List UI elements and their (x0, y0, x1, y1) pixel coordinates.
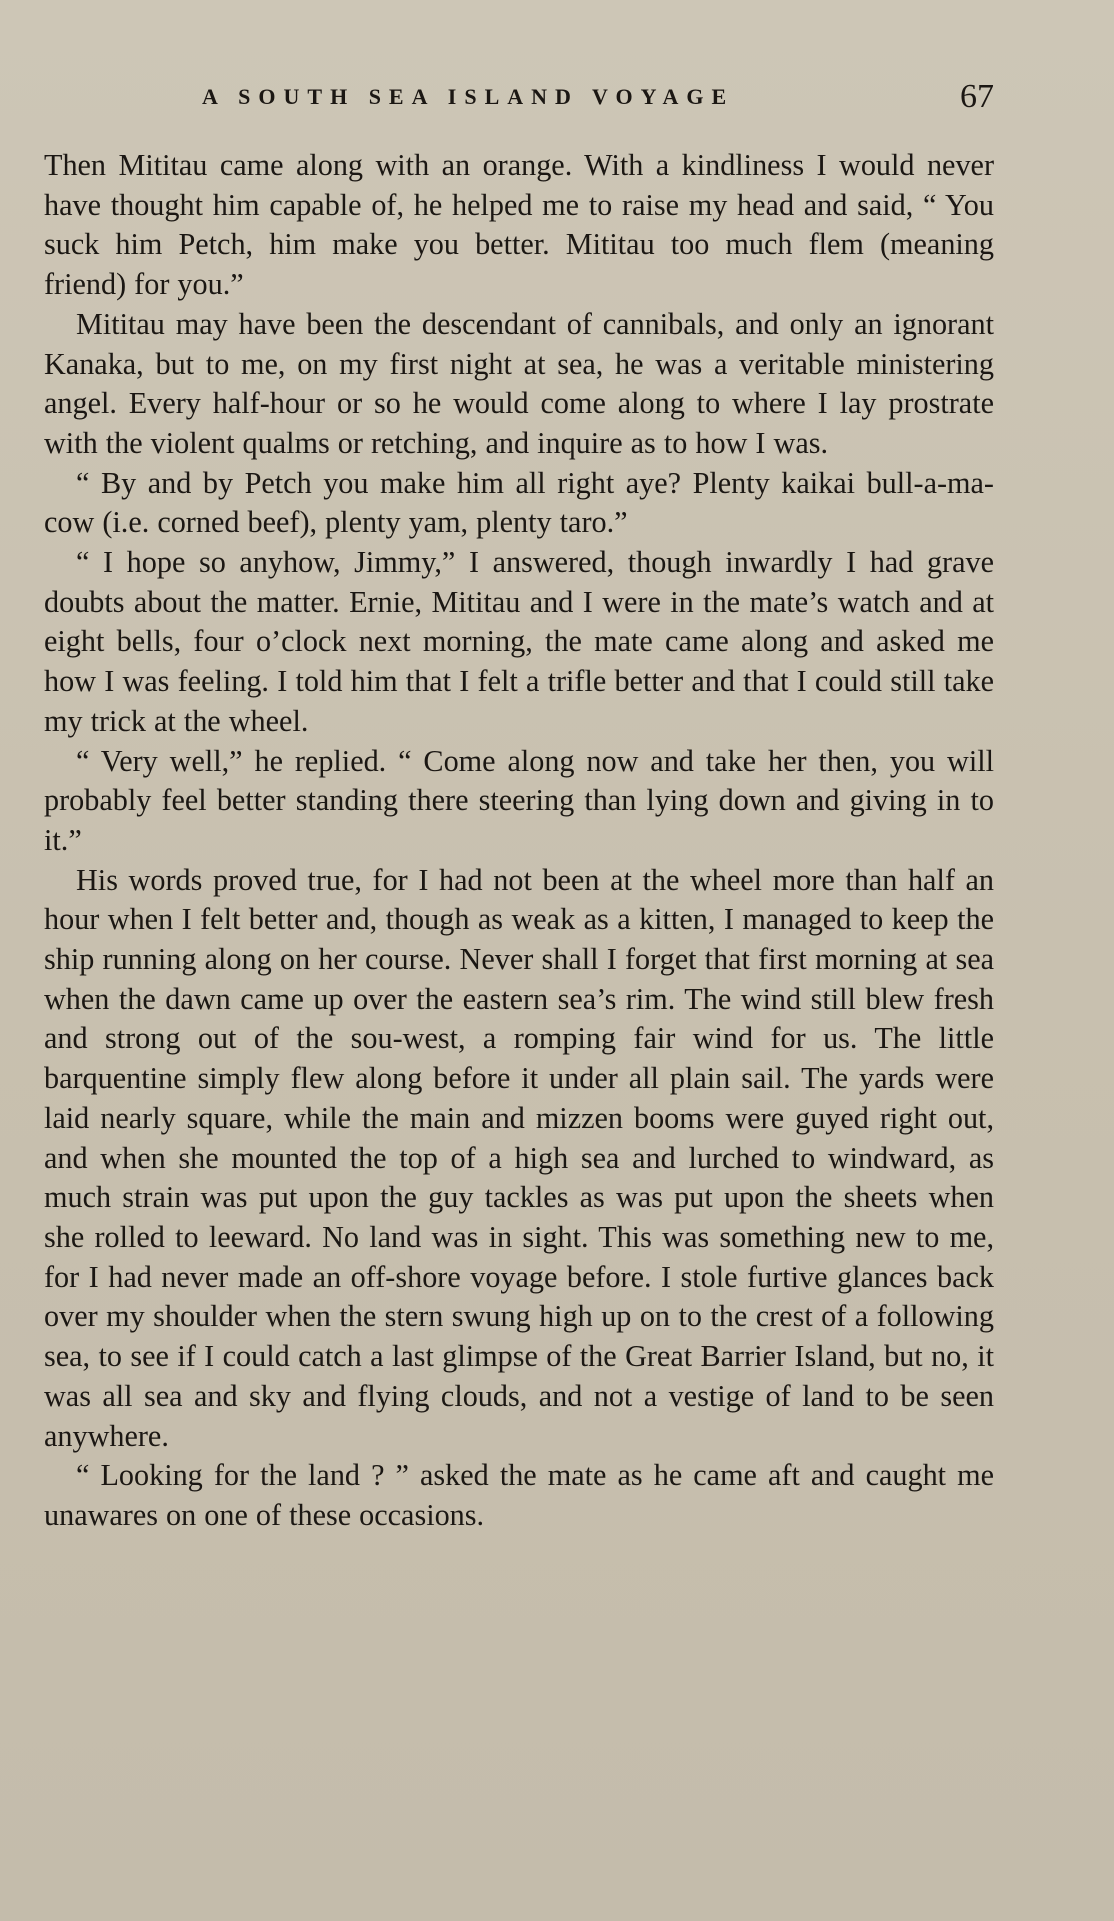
running-head-title: A SOUTH SEA ISLAND VOYAGE (202, 84, 735, 109)
paragraph: Mititau may have been the descendant of cannibals, and only an ignorant Kanaka, but to me, on my first night at sea, he was a veritable ministering angel. Every half-hour or so he would come along to where I lay prostrate with the violent qualms or retching, and inquire as to how I was. (44, 306, 994, 460)
paragraph: “ Looking for the land ? ” asked the mate as he came aft and caught me unawares on one of these occasions. (44, 1458, 994, 1532)
page-number: 67 (960, 78, 994, 115)
running-head (44, 78, 994, 122)
paragraph: “ By and by Petch you make him all right aye? Plenty kaikai bull-a-ma-cow (i.e. corned beef), plenty yam, plenty taro.” (44, 465, 994, 540)
paragraph: Then Mititau came along with an orange. With a kindliness I would never have thought him capable of, he helped me to raise my head and said, “ You suck him Petch, him make you better. Mititau too much flem (meaning friend) for you.” (44, 148, 994, 302)
paragraph: His words proved true, for I had not been at the wheel more than half an hour when I felt better and, though as weak as a kitten, I managed to keep the ship running along on her course. Never shall I forget that first morning at sea when the dawn came up over the eastern sea’s rim. The wind still blew fresh and strong out of the sou-west, a romping fair wind for us. The little barquentine simply flew along before it under all plain sail. The yards were laid nearly square, while the main and mizzen booms were guyed right out, and when she mounted the top of a high sea and lurched to windward, as much strain was put upon the guy tackles as was put upon the sheets when she rolled to leeward. No land was in sight. This was something new to me, for I had never made an off-shore voyage before. I stole furtive glances back over my shoulder when the stern swung high up on to the crest of a following sea, to see if I could catch a last glimpse of the Great Barrier Island, but no, it was all sea and sky and flying clouds, and not a vestige of land to be seen anywhere. (44, 862, 994, 1453)
body-text (44, 146, 994, 1536)
paragraph: “ Very well,” he replied. “ Come along now and take her then, you will probably feel better standing there steering than lying down and giving in to it.” (44, 743, 994, 857)
paragraph: “ I hope so anyhow, Jimmy,” I answered, though inwardly I had grave doubts about the matter. Ernie, Mititau and I were in the mate’s watch and at eight bells, four o’clock next morning, the mate came along and asked me how I was feeling. I told him that I felt a trifle better and that I could still take my trick at the wheel. (44, 545, 994, 738)
